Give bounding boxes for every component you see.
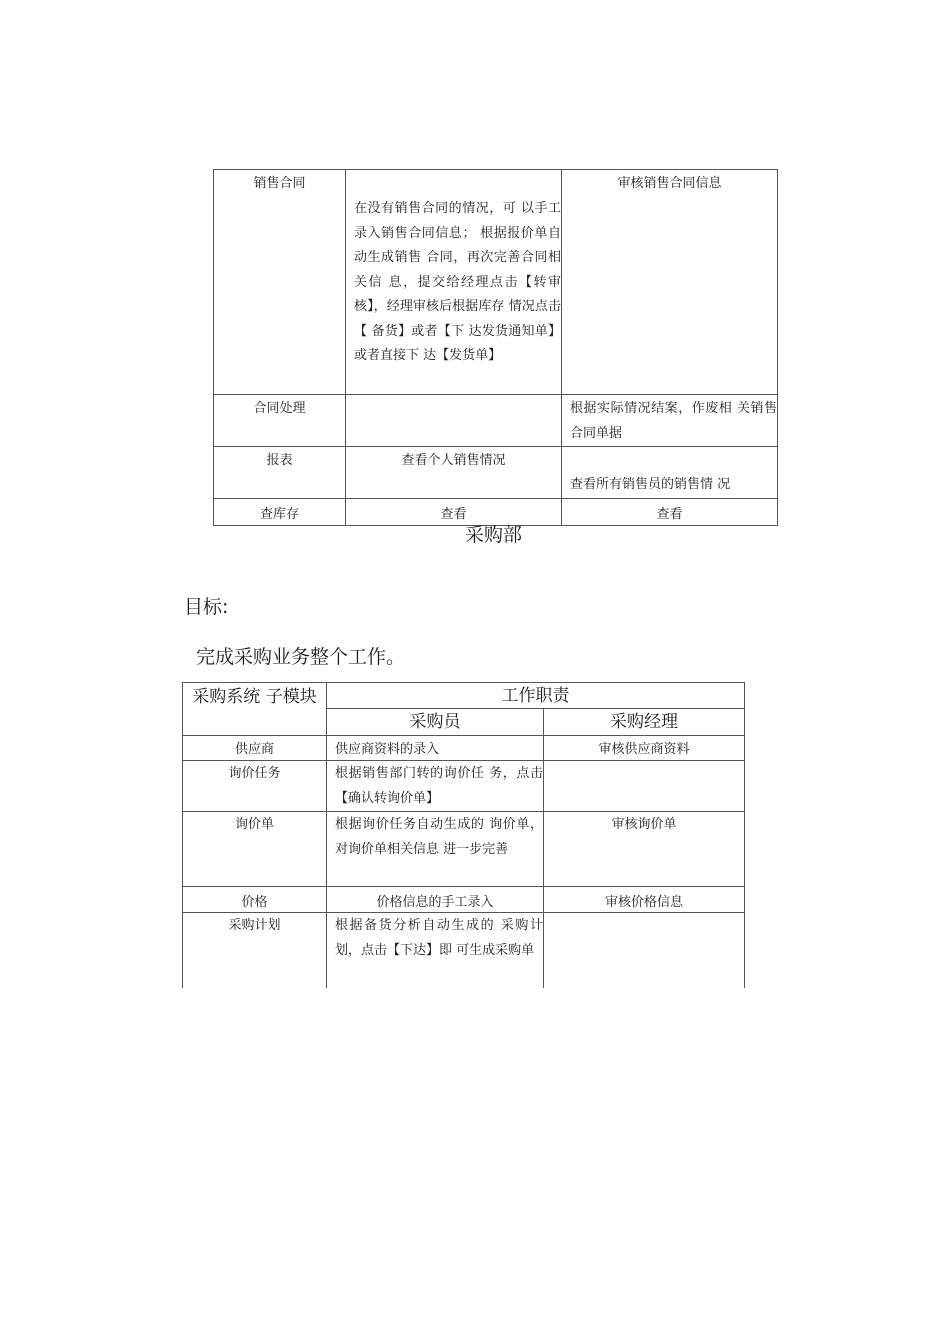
manager-duty-cell: 审核供应商资料 bbox=[544, 736, 745, 761]
manager-duty-cell: 审核价格信息 bbox=[544, 887, 745, 913]
goal-text: 完成采购业务整个工作。 bbox=[196, 646, 406, 668]
staff-duty-cell: 在没有销售合同的情况，可 以手工录入销售合同信息； 根据报价单自动生成销售 合同，再次完善合同相关信 息，提交给经理点击【转审 核】，经理审核后根据库存 情况点击【 备货】或者【下 达发货通知单】或者直接下 达【发货单】 bbox=[346, 170, 562, 395]
manager-duty-cell bbox=[544, 761, 745, 812]
purchase-duty-table bbox=[182, 682, 745, 988]
header-staff: 采购员 bbox=[327, 709, 544, 736]
manager-duty-cell bbox=[544, 913, 745, 988]
manager-duty-cell: 审核销售合同信息 bbox=[562, 170, 778, 395]
module-cell: 查库存 bbox=[214, 498, 346, 525]
table-row bbox=[183, 913, 745, 988]
goal-label: 目标: bbox=[184, 596, 229, 618]
section-title: 采购部 bbox=[465, 524, 523, 546]
staff-duty-cell: 供应商资料的录入 bbox=[327, 736, 544, 761]
staff-duty-cell bbox=[346, 395, 562, 447]
module-cell: 销售合同 bbox=[214, 170, 346, 395]
manager-duty-cell: 审核询价单 bbox=[544, 812, 745, 887]
module-cell: 价格 bbox=[183, 887, 327, 913]
header-manager: 采购经理 bbox=[544, 709, 745, 736]
staff-duty-cell: 根据备货分析自动生成的 采购计划，点击【下达】即 可生成采购单 bbox=[327, 913, 544, 988]
staff-duty-cell: 查看 bbox=[346, 498, 562, 525]
module-cell: 询价单 bbox=[183, 812, 327, 887]
module-cell: 询价任务 bbox=[183, 761, 327, 812]
staff-duty-cell: 查看个人销售情况 bbox=[346, 447, 562, 499]
table-row bbox=[183, 887, 745, 913]
header-module: 采购系统 子模块 bbox=[183, 683, 327, 736]
module-cell: 供应商 bbox=[183, 736, 327, 761]
table-header-row bbox=[183, 683, 745, 709]
table-row bbox=[183, 761, 745, 812]
module-cell: 报表 bbox=[214, 447, 346, 499]
table-row bbox=[183, 812, 745, 887]
staff-duty-cell: 价格信息的手工录入 bbox=[327, 887, 544, 913]
staff-duty-cell: 根据销售部门转的询价任 务，点击【确认转询价单】 bbox=[327, 761, 544, 812]
manager-duty-cell: 根据实际情况结案，作废相 关销售合同单据 bbox=[562, 395, 778, 447]
module-cell: 合同处理 bbox=[214, 395, 346, 447]
module-cell: 采购计划 bbox=[183, 913, 327, 988]
table-row bbox=[214, 447, 778, 499]
manager-duty-cell: 查看所有销售员的销售情 况 bbox=[562, 447, 778, 499]
table-row bbox=[214, 498, 778, 525]
table-row bbox=[214, 395, 778, 447]
header-duty: 工作职责 bbox=[327, 683, 745, 709]
table-row bbox=[183, 736, 745, 761]
sales-duty-table bbox=[213, 169, 778, 526]
manager-duty-cell: 查看 bbox=[562, 498, 778, 525]
table-row bbox=[214, 170, 778, 395]
staff-duty-cell: 根据询价任务自动生成的 询价单，对询价单相关信息 进一步完善 bbox=[327, 812, 544, 887]
